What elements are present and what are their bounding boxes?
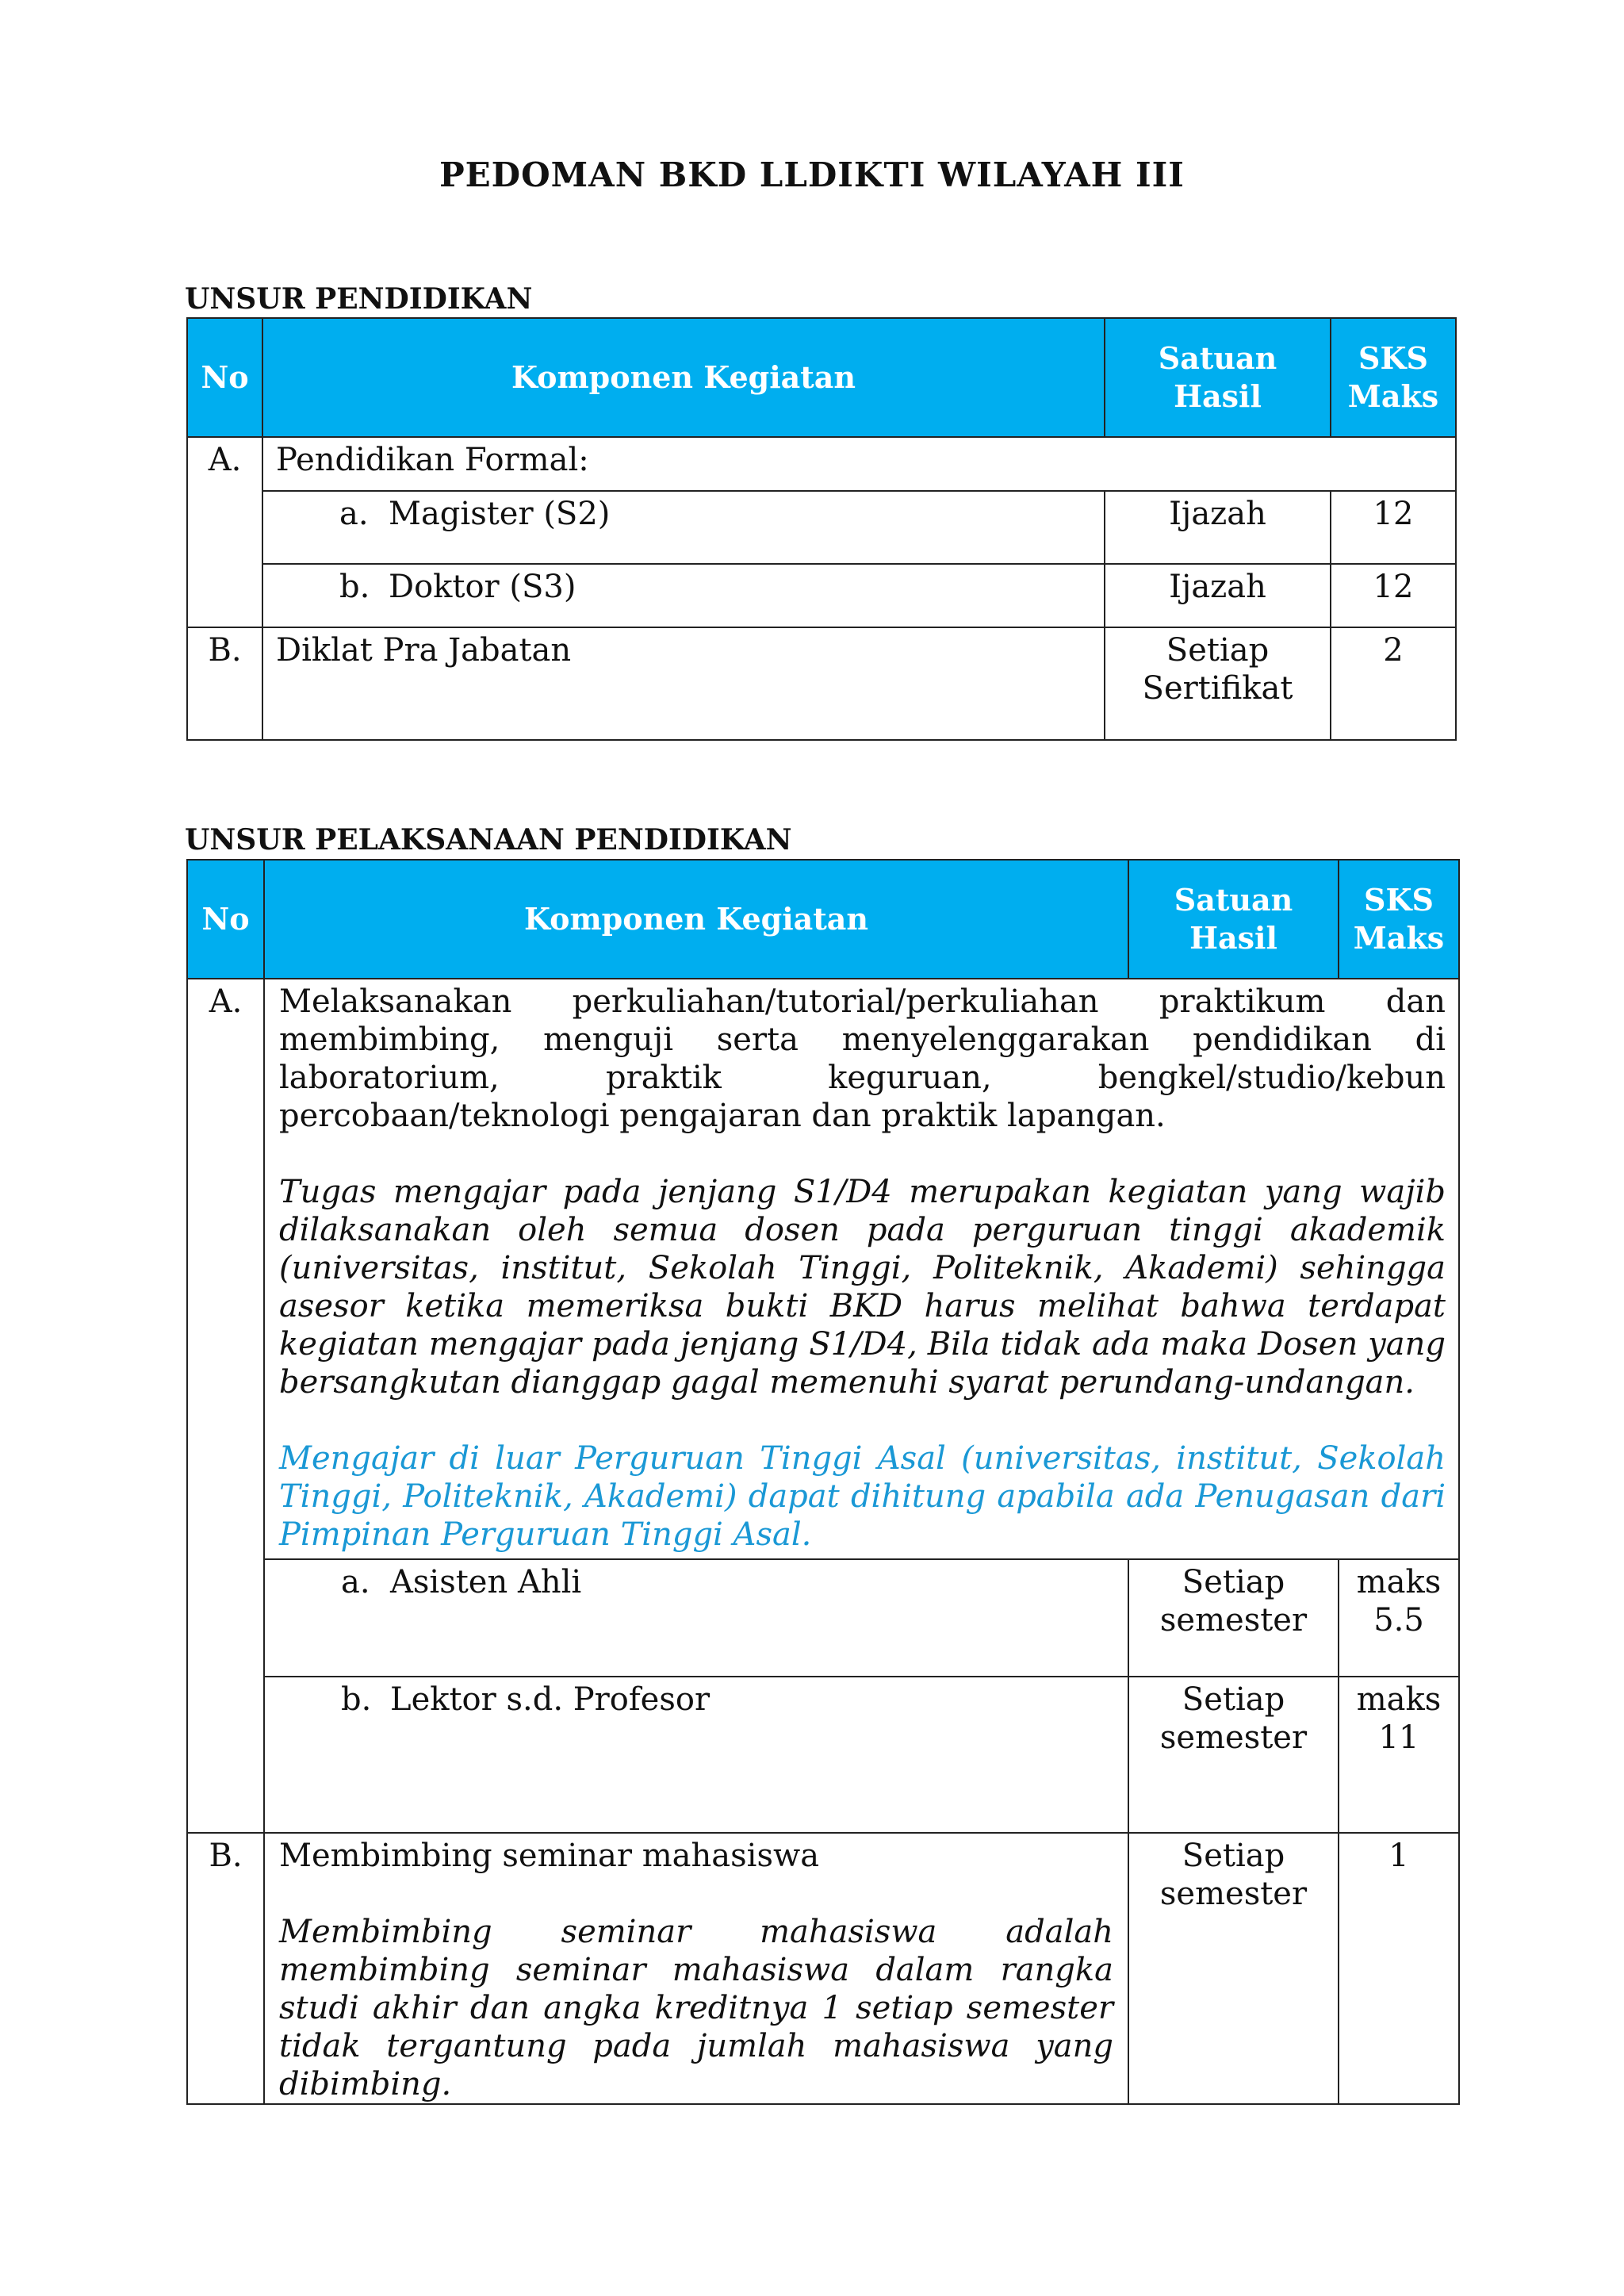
satuan-cell: Setiap semester [1128,1677,1339,1833]
sks-cell: 1 [1339,1833,1459,2104]
column-header-no: No [187,860,264,979]
row-description [264,1833,1128,2104]
row-number: B. [187,627,262,740]
sub-item-label [264,1677,1128,1833]
row-number: A. [187,437,262,627]
table-row [187,979,1459,1559]
sub-item-label [262,491,1105,564]
column-header-sks: SKS Maks [1331,318,1456,437]
sks-cell: 2 [1331,627,1456,740]
sub-item-text: Doktor (S3) [389,569,576,605]
sub-item-text: Magister (S2) [389,496,611,532]
description-note: Tugas mengajar pada jenjang S1/D4 merupakan kegiatan yang wajib dilaksanakan oleh semua dosen pada perguruan tinggi akademik (universitas, institut, Sekolah Tinggi, Politeknik, Akademi) sehingga asesor ketika memeriksa bukti BKD harus melihat bahwa terdapat kegiatan mengajar pada jenjang S1/D4, Bila tidak ada maka Dosen yang bersangkutan dianggap gagal memenuhi syarat perundang-undangan. [279,1174,1446,1401]
table-pelaksanaan [186,859,1460,2105]
section-heading-pelaksanaan: UNSUR PELAKSANAAN PENDIDIKAN [185,823,792,857]
section-heading-pendidikan: UNSUR PENDIDIKAN [185,282,533,316]
sub-item-text: Lektor s.d. Profesor [390,1681,710,1718]
column-header-komponen: Komponen Kegiatan [262,318,1105,437]
sub-item-letter: a. [339,496,369,532]
sub-item-text: Asisten Ahli [390,1564,582,1600]
satuan-cell: Ijazah [1105,491,1331,564]
sub-item-letter: b. [339,569,370,605]
column-header-sks: SKS Maks [1339,860,1459,979]
row-label: Membimbing seminar mahasiswa [279,1838,820,1874]
sks-cell: 12 [1331,491,1456,564]
row-label: Diklat Pra Jabatan [262,627,1105,740]
table-row [187,437,1456,491]
row-description [264,979,1459,1559]
table-row [187,1677,1459,1833]
satuan-cell: Setiap semester [1128,1833,1339,2104]
sub-item-letter: b. [341,1681,372,1718]
row-number: A. [187,979,264,1833]
row-number: B. [187,1833,264,2104]
description-note: Membimbing seminar mahasiswa adalah membimbing seminar mahasiswa dalam rangka studi akhir dan angka kreditnya 1 setiap semester tidak tergantung pada jumlah mahasiswa yang dibimbing. [279,1914,1113,2102]
table-row [187,627,1456,740]
sub-item-label [262,564,1105,627]
table-row [187,1559,1459,1677]
column-header-satuan: Satuan Hasil [1128,860,1339,979]
satuan-cell: Setiap Sertifikat [1105,627,1331,740]
sks-cell: maks 11 [1339,1677,1459,1833]
column-header-satuan: Satuan Hasil [1105,318,1331,437]
table-row [187,491,1456,564]
description-note-highlight: Mengajar di luar Perguruan Tinggi Asal (universitas, institut, Sekolah Tinggi, Politeknik, Akademi) dapat dihitung apabila ada Penugasan dari Pimpinan Perguruan Tinggi Asal. [279,1440,1446,1553]
sks-cell: 12 [1331,564,1456,627]
column-header-no: No [187,318,262,437]
sub-item-letter: a. [341,1564,370,1600]
sks-cell: maks 5.5 [1339,1559,1459,1677]
table-row [187,1833,1459,2104]
table-pendidikan [186,317,1457,741]
column-header-komponen: Komponen Kegiatan [264,860,1128,979]
table-row [187,564,1456,627]
satuan-cell: Ijazah [1105,564,1331,627]
satuan-cell: Setiap semester [1128,1559,1339,1677]
row-label: Pendidikan Formal: [262,437,1456,491]
table-header-row [187,860,1459,979]
table-header-row [187,318,1456,437]
description-text: Melaksanakan perkuliahan/tutorial/perkuliahan praktikum dan membimbing, menguji serta menyelenggarakan pendidikan di laboratorium, praktik keguruan, bengkel/studio/kebun percobaan/teknologi pengajaran dan praktik lapangan. [279,983,1446,1134]
sub-item-label [264,1559,1128,1677]
page-title: PEDOMAN BKD LLDIKTI WILAYAH III [439,155,1185,194]
